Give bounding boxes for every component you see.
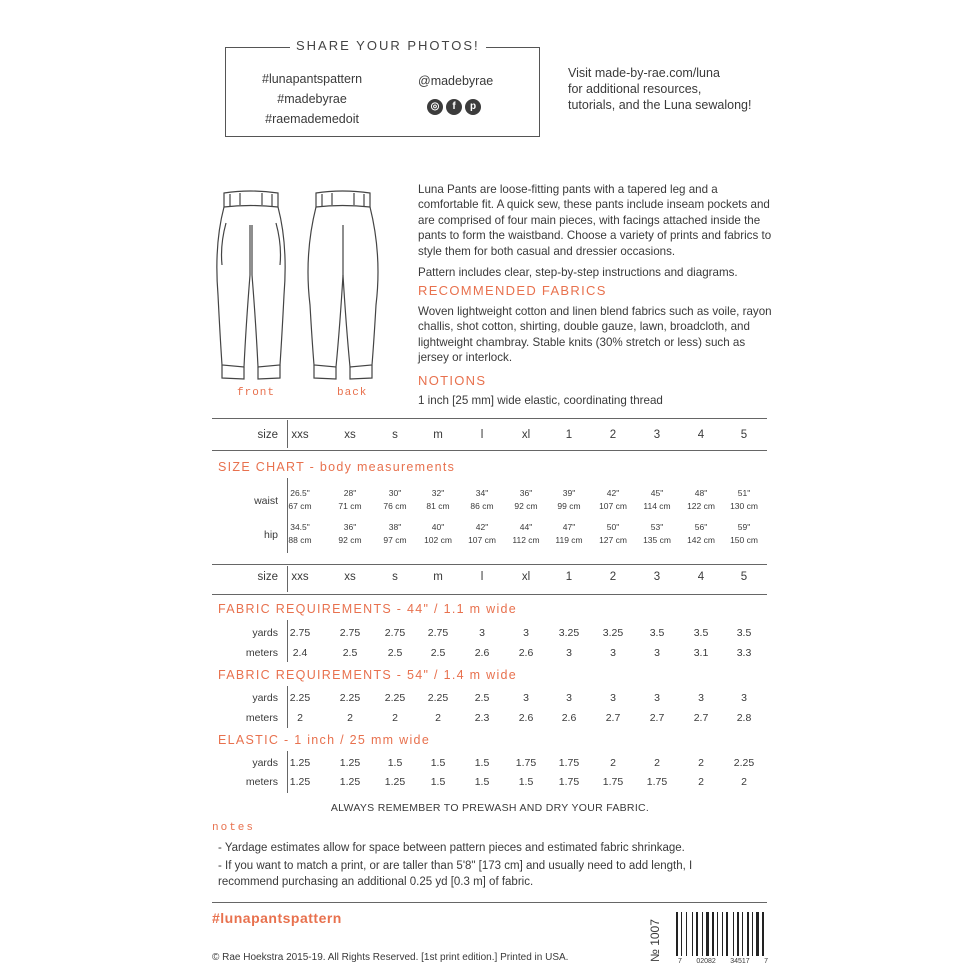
size-header-cell: s xyxy=(392,429,398,441)
description xyxy=(418,182,778,286)
table-divider xyxy=(212,594,767,595)
footer-hashtag: #lunapantspattern xyxy=(212,910,342,926)
measurement-cm-cell: 97 cm xyxy=(383,535,407,545)
description-paragraph: Pattern includes clear, step-by-step instructions and diagrams. xyxy=(418,266,738,280)
measurement-cm-cell: 76 cm xyxy=(383,501,407,511)
measurement-cm-cell: 81 cm xyxy=(426,501,450,511)
visit-line: tutorials, and the Luna sewalong! xyxy=(568,98,752,112)
pants-illustration xyxy=(210,185,380,385)
size-header-cell: l xyxy=(480,429,484,441)
barcode-digit: 02082 xyxy=(696,958,716,965)
table-cell: 2 xyxy=(392,712,398,724)
catalog-number: № 1007 xyxy=(648,919,662,962)
table-divider xyxy=(212,450,767,451)
table-cell: 1.5 xyxy=(518,776,534,788)
pinterest-icon: p xyxy=(465,99,481,115)
table-cell: 2.6 xyxy=(474,647,490,659)
table-cell: 2.4 xyxy=(292,647,308,659)
table-cell: 2 xyxy=(347,712,353,724)
measurement-in-cell: 44" xyxy=(519,522,533,532)
measurement-in-cell: 56" xyxy=(694,522,708,532)
size-header-cell: 2 xyxy=(609,429,617,441)
table-cell: 2.5 xyxy=(474,692,490,704)
measurement-cm-cell: 102 cm xyxy=(424,535,452,545)
measurement-in-cell: 38" xyxy=(388,522,402,532)
size-header-cell: xs xyxy=(344,571,356,583)
size-header-cell: 3 xyxy=(653,571,661,583)
table-row-label: waist xyxy=(254,495,278,507)
measurement-in-cell: 30" xyxy=(388,488,402,498)
footer-divider xyxy=(212,902,767,903)
table-cell: 3 xyxy=(698,692,704,704)
table-row-label: meters xyxy=(245,647,278,659)
measurement-cm-cell: 107 cm xyxy=(599,501,627,511)
table-cell: 1.25 xyxy=(339,757,361,769)
prewash-reminder: ALWAYS REMEMBER TO PREWASH AND DRY YOUR FABRIC. xyxy=(330,802,650,814)
measurement-in-cell: 42" xyxy=(606,488,620,498)
table-cell: 3 xyxy=(654,647,660,659)
table-divider xyxy=(212,418,767,419)
measurement-cm-cell: 150 cm xyxy=(730,535,758,545)
table-cell: 3 xyxy=(566,692,572,704)
table-cell: 2.5 xyxy=(387,647,403,659)
measurement-in-cell: 32" xyxy=(431,488,445,498)
size-header-cell: 1 xyxy=(565,429,573,441)
table-cell: 2.75 xyxy=(384,627,406,639)
barcode-digits xyxy=(678,958,768,965)
table-cell: 3 xyxy=(523,627,529,639)
table-cell: 3.5 xyxy=(693,627,709,639)
measurement-cm-cell: 88 cm xyxy=(288,535,312,545)
size-header-cell: xs xyxy=(344,429,356,441)
size-header-cell: 1 xyxy=(565,571,573,583)
measurement-cm-cell: 99 cm xyxy=(557,501,581,511)
visit-text xyxy=(568,65,751,113)
measurement-cm-cell: 107 cm xyxy=(468,535,496,545)
table-cell: 1.75 xyxy=(515,757,537,769)
table-cell: 1.25 xyxy=(339,776,361,788)
size-header-cell: 2 xyxy=(609,571,617,583)
table-cell: 2.75 xyxy=(339,627,361,639)
table-cell: 2 xyxy=(698,757,704,769)
measurement-in-cell: 45" xyxy=(650,488,664,498)
measurement-in-cell: 51" xyxy=(737,488,751,498)
table-cell: 2.3 xyxy=(474,712,490,724)
table-cell: 3.25 xyxy=(558,627,580,639)
notes-title: notes xyxy=(212,822,256,834)
table-cell: 2.25 xyxy=(733,757,755,769)
measurement-cm-cell: 135 cm xyxy=(643,535,671,545)
size-header-cell: xl xyxy=(521,429,531,441)
instagram-icon: ◎ xyxy=(427,99,443,115)
size-header-cell: m xyxy=(433,571,443,583)
hashtag-item: #madebyrae xyxy=(277,92,347,106)
table-cell: 2.25 xyxy=(289,692,311,704)
copyright: © Rae Hoekstra 2015-19. All Rights Reserved. [1st print edition.] Printed in USA. xyxy=(212,952,569,963)
measurement-cm-cell: 92 cm xyxy=(514,501,538,511)
measurement-in-cell: 34" xyxy=(475,488,489,498)
visit-line: Visit made-by-rae.com/luna xyxy=(568,66,720,80)
table-row-label: meters xyxy=(245,776,278,788)
size-chart-title: SIZE CHART - body measurements xyxy=(218,460,456,474)
measurement-in-cell: 48" xyxy=(694,488,708,498)
measurement-in-cell: 50" xyxy=(606,522,620,532)
table-cell: 3.1 xyxy=(693,647,709,659)
social-icons xyxy=(427,96,484,115)
table-cell: 3.3 xyxy=(736,647,752,659)
table-cell: 2.6 xyxy=(561,712,577,724)
size-header-cell: xxs xyxy=(291,429,309,441)
table-row-label: meters xyxy=(245,712,278,724)
table-cell: 1.5 xyxy=(430,776,446,788)
table-cell: 3.5 xyxy=(649,627,665,639)
size-header-cell: 3 xyxy=(653,429,661,441)
table-column-divider xyxy=(287,566,288,592)
facebook-icon: f xyxy=(446,99,462,115)
table-cell: 3 xyxy=(610,647,616,659)
table-cell: 2 xyxy=(297,712,303,724)
table-cell: 2 xyxy=(654,757,660,769)
table-cell: 1.5 xyxy=(387,757,403,769)
table-cell: 3 xyxy=(610,692,616,704)
barcode-digit: 7 xyxy=(764,958,768,965)
measurement-cm-cell: 130 cm xyxy=(730,501,758,511)
table-cell: 2 xyxy=(741,776,747,788)
measurement-in-cell: 36" xyxy=(519,488,533,498)
measurement-cm-cell: 127 cm xyxy=(599,535,627,545)
table-cell: 2 xyxy=(698,776,704,788)
hashtag-list xyxy=(262,69,362,129)
table-row-label: yards xyxy=(252,692,278,704)
table-cell: 2.7 xyxy=(649,712,665,724)
social-handle: @madebyrae xyxy=(418,74,494,88)
front-label: front xyxy=(237,387,276,399)
table-cell: 1.25 xyxy=(289,757,311,769)
table-cell: 2.8 xyxy=(736,712,752,724)
measurement-cm-cell: 92 cm xyxy=(338,535,362,545)
size-row-label: size xyxy=(257,571,278,583)
size-header-cell: 5 xyxy=(740,571,748,583)
elastic-title: ELASTIC - 1 inch / 25 mm wide xyxy=(218,733,431,747)
table-cell: 3 xyxy=(479,627,485,639)
size-header-cell: xl xyxy=(521,571,531,583)
table-cell: 1.75 xyxy=(558,776,580,788)
measurement-cm-cell: 119 cm xyxy=(555,535,583,545)
measurement-in-cell: 42" xyxy=(475,522,489,532)
table-cell: 1.75 xyxy=(646,776,668,788)
size-row-label: size xyxy=(257,429,278,441)
measurement-cm-cell: 114 cm xyxy=(643,501,671,511)
pants-front-drawing xyxy=(217,191,285,379)
table-divider xyxy=(212,564,767,565)
table-cell: 2 xyxy=(610,757,616,769)
measurement-in-cell: 59" xyxy=(737,522,751,532)
table-cell: 2.25 xyxy=(427,692,449,704)
size-header-cell: m xyxy=(433,429,443,441)
size-header-cell: s xyxy=(392,571,398,583)
measurement-in-cell: 39" xyxy=(562,488,576,498)
table-column-divider xyxy=(287,420,288,448)
measurement-in-cell: 47" xyxy=(562,522,576,532)
recommended-title: RECOMMENDED FABRICS xyxy=(418,283,607,298)
size-header-cell: 4 xyxy=(697,571,705,583)
barcode-bars xyxy=(676,912,766,956)
table-cell: 3 xyxy=(654,692,660,704)
note-item: - If you want to match a print, or are taller than 5'8" [173 cm] and usually need to add length, I recommend purchasing an additional 0.25 yd [0.3 m] of fabric. xyxy=(218,860,693,888)
notions-body: 1 inch [25 mm] wide elastic, coordinating thread xyxy=(418,394,663,407)
description-paragraph: Luna Pants are loose-fitting pants with a tapered leg and a comfortable fit. A quick sew, these pants include inseam pockets and are comprised of four main pieces, with facings attached inside the pants to form the waistband. Choose a variety of prints and fabrics to style them for both casual and dressier occasions. xyxy=(418,183,772,258)
note-item: - Yardage estimates allow for space between pattern pieces and estimated fabric shrinkage. xyxy=(218,842,685,854)
table-cell: 2.7 xyxy=(605,712,621,724)
table-cell: 2.75 xyxy=(289,627,311,639)
measurement-cm-cell: 86 cm xyxy=(470,501,494,511)
measurement-cm-cell: 112 cm xyxy=(512,535,540,545)
measurement-cm-cell: 122 cm xyxy=(687,501,715,511)
table-cell: 3.5 xyxy=(736,627,752,639)
table-cell: 1.75 xyxy=(602,776,624,788)
table-row-label: hip xyxy=(263,529,278,541)
table-cell: 3.25 xyxy=(602,627,624,639)
notes-body xyxy=(218,840,738,892)
visit-line: for additional resources, xyxy=(568,82,702,96)
table-cell: 2.25 xyxy=(339,692,361,704)
recommended-body: Woven lightweight cotton and linen blend fabrics such as voile, rayon challis, shot cotton, shirting, double gauze, lawn, broadcloth, and lightweight chambray. Stable knits (30% stretch or less) such as jersey or interlock. xyxy=(418,305,772,365)
measurement-cm-cell: 142 cm xyxy=(687,535,715,545)
measurement-cm-cell: 71 cm xyxy=(338,501,362,511)
measurement-in-cell: 34.5" xyxy=(290,522,310,532)
share-title: SHARE YOUR PHOTOS! xyxy=(290,38,486,53)
table-cell: 3 xyxy=(523,692,529,704)
size-header-cell: l xyxy=(480,571,484,583)
measurement-in-cell: 40" xyxy=(431,522,445,532)
measurement-in-cell: 53" xyxy=(650,522,664,532)
table-cell: 2.5 xyxy=(342,647,358,659)
table-cell: 2.75 xyxy=(427,627,449,639)
size-header-cell: 4 xyxy=(697,429,705,441)
size-header-cell: xxs xyxy=(291,571,309,583)
hashtag-item: #raemademedoit xyxy=(265,112,359,126)
measurement-cm-cell: 67 cm xyxy=(288,501,312,511)
measurement-in-cell: 28" xyxy=(343,488,357,498)
table-cell: 1.25 xyxy=(289,776,311,788)
fabric54-title: FABRIC REQUIREMENTS - 54" / 1.4 m wide xyxy=(218,668,518,682)
table-cell: 1.5 xyxy=(430,757,446,769)
hashtag-item: #lunapantspattern xyxy=(262,72,363,86)
table-cell: 3 xyxy=(741,692,747,704)
table-cell: 1.5 xyxy=(474,757,490,769)
pants-back-drawing xyxy=(308,191,378,379)
table-cell: 1.75 xyxy=(558,757,580,769)
back-label: back xyxy=(337,387,368,399)
table-cell: 2.6 xyxy=(518,712,534,724)
table-cell: 1.5 xyxy=(474,776,490,788)
table-cell: 1.25 xyxy=(384,776,406,788)
table-row-label: yards xyxy=(252,757,278,769)
table-row-label: yards xyxy=(252,627,278,639)
barcode-digit: 7 xyxy=(678,958,682,965)
table-cell: 2.7 xyxy=(693,712,709,724)
table-cell: 2.5 xyxy=(430,647,446,659)
table-cell: 2.6 xyxy=(518,647,534,659)
barcode-digit: 34517 xyxy=(730,958,750,965)
fabric44-title: FABRIC REQUIREMENTS - 44" / 1.1 m wide xyxy=(218,602,518,616)
notions-title: NOTIONS xyxy=(418,373,487,388)
table-cell: 3 xyxy=(566,647,572,659)
size-header-cell: 5 xyxy=(740,429,748,441)
table-cell: 2.25 xyxy=(384,692,406,704)
table-cell: 2 xyxy=(435,712,441,724)
measurement-in-cell: 36" xyxy=(343,522,357,532)
measurement-in-cell: 26.5" xyxy=(290,488,310,498)
